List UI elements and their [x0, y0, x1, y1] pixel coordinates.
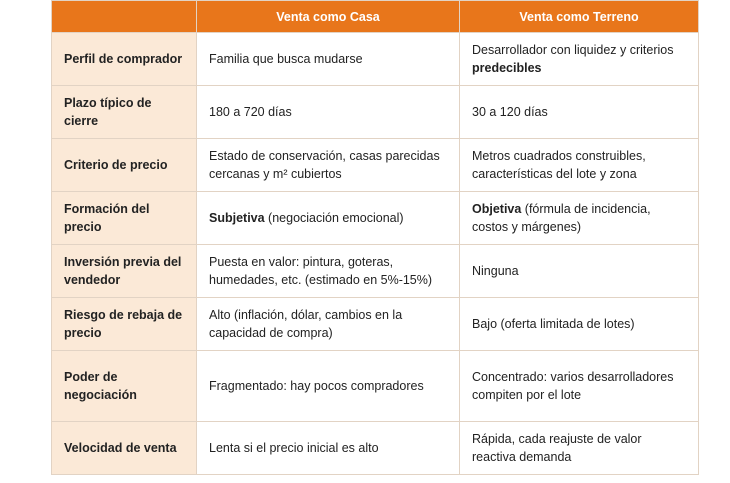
- table-row: [52, 192, 699, 245]
- row-label: Inversión previa del vendedor: [52, 245, 197, 298]
- table-row: [52, 298, 699, 351]
- row-label: Riesgo de rebaja de precio: [52, 298, 197, 351]
- table-row: [52, 139, 699, 192]
- cell-text: (negociación emocional): [264, 211, 404, 225]
- row-label: Velocidad de venta: [52, 422, 197, 475]
- terreno-cell: Concentrado: varios desarrolladores compiten por el lote: [460, 351, 699, 422]
- terreno-cell: Metros cuadrados construibles, características del lote y zona: [460, 139, 699, 192]
- table-row: [52, 33, 699, 86]
- table-row: [52, 422, 699, 475]
- cell-bold-text: Subjetiva: [209, 211, 265, 225]
- casa-cell: Fragmentado: hay pocos compradores: [197, 351, 460, 422]
- casa-cell: Familia que busca mudarse: [197, 33, 460, 86]
- table-row: [52, 245, 699, 298]
- casa-cell: Alto (inflación, dólar, cambios en la capacidad de compra): [197, 298, 460, 351]
- header-venta-casa: Venta como Casa: [197, 1, 460, 33]
- terreno-cell: [460, 192, 699, 245]
- row-label: Formación del precio: [52, 192, 197, 245]
- header-venta-terreno: Venta como Terreno: [460, 1, 699, 33]
- header-corner-cell: [52, 1, 197, 33]
- table-row: [52, 351, 699, 422]
- cell-bold-text: predecibles: [472, 61, 542, 75]
- terreno-cell: Bajo (oferta limitada de lotes): [460, 298, 699, 351]
- terreno-cell: 30 a 120 días: [460, 86, 699, 139]
- row-label: Perfil de comprador: [52, 33, 197, 86]
- casa-cell: Puesta en valor: pintura, goteras, humedades, etc. (estimado en 5%-15%): [197, 245, 460, 298]
- row-label: Criterio de precio: [52, 139, 197, 192]
- terreno-cell: [460, 33, 699, 86]
- row-label: Poder de negociación: [52, 351, 197, 422]
- comparison-table: [51, 0, 699, 475]
- cell-bold-text: Objetiva: [472, 202, 522, 216]
- cell-text: (fórmula de incidencia, costos y márgenes): [472, 202, 651, 234]
- row-label: Plazo típico de cierre: [52, 86, 197, 139]
- cell-text: Desarrollador con liquidez y criterios: [472, 43, 674, 57]
- terreno-cell: Ninguna: [460, 245, 699, 298]
- casa-cell: Lenta si el precio inicial es alto: [197, 422, 460, 475]
- header-row: [52, 1, 699, 33]
- casa-cell: 180 a 720 días: [197, 86, 460, 139]
- table-row: [52, 86, 699, 139]
- casa-cell: Estado de conservación, casas parecidas cercanas y m² cubiertos: [197, 139, 460, 192]
- casa-cell: [197, 192, 460, 245]
- terreno-cell: Rápida, cada reajuste de valor reactiva demanda: [460, 422, 699, 475]
